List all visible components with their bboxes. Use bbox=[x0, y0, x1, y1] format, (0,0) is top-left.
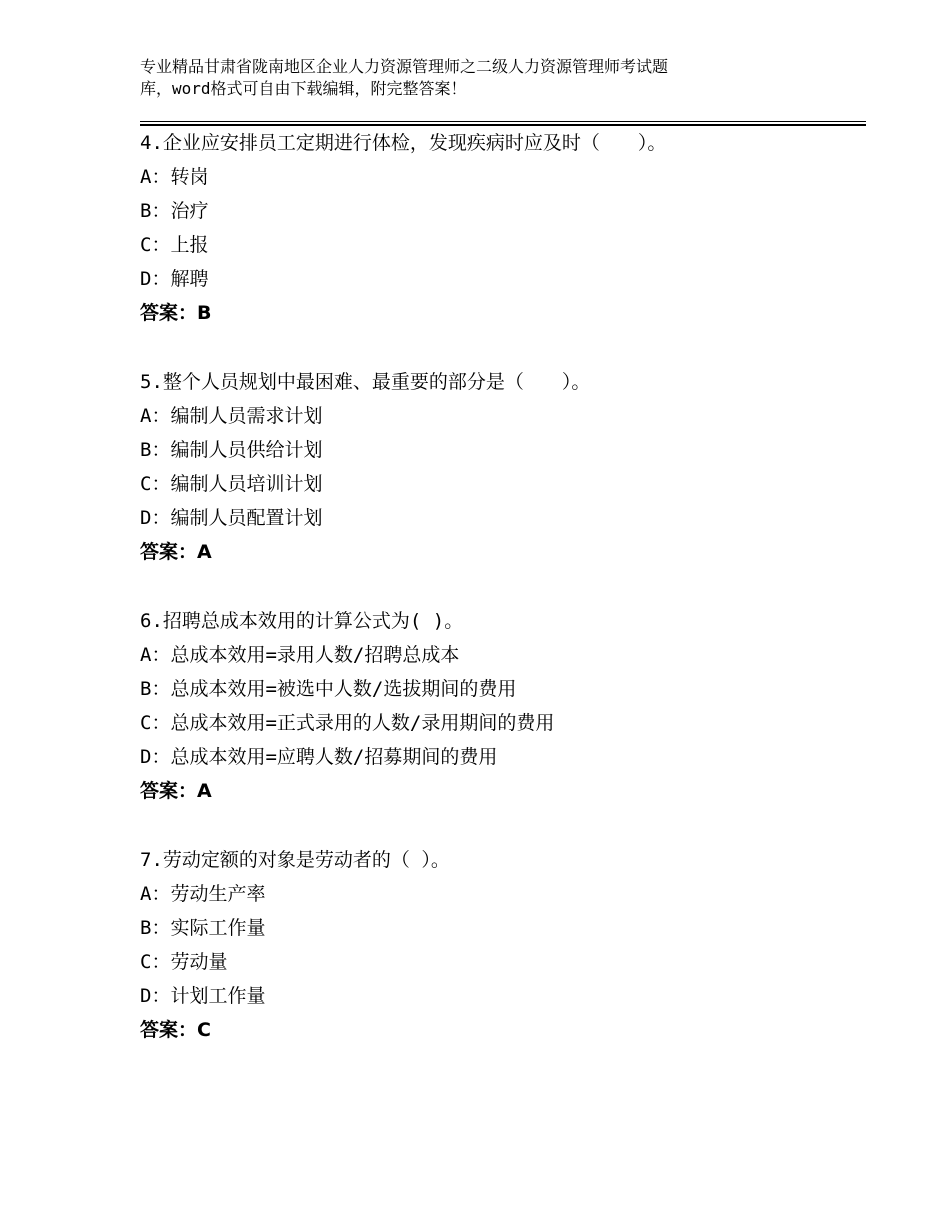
document-header bbox=[140, 56, 780, 100]
option-d: D：解聘 bbox=[140, 268, 209, 290]
option-d: D：编制人员配置计划 bbox=[140, 507, 323, 529]
header-line-1: 专业精品甘肃省陇南地区企业人力资源管理师之二级人力资源管理师考试题 bbox=[140, 57, 669, 76]
question-stem: 5.整个人员规划中最困难、最重要的部分是（ ）。 bbox=[140, 371, 591, 393]
option-d: D：总成本效用=应聘人数/招募期间的费用 bbox=[140, 746, 498, 768]
option-c: C：编制人员培训计划 bbox=[140, 473, 323, 495]
header-divider-thin bbox=[140, 121, 866, 122]
option-a: A：转岗 bbox=[140, 166, 209, 188]
question-stem: 4.企业应安排员工定期进行体检，发现疾病时应及时（ ）。 bbox=[140, 132, 667, 154]
answer-line: 答案：A bbox=[140, 541, 212, 563]
question-block bbox=[140, 843, 860, 1047]
option-a: A：总成本效用=录用人数/招聘总成本 bbox=[140, 644, 460, 666]
option-d: D：计划工作量 bbox=[140, 985, 266, 1007]
option-b: B：总成本效用=被选中人数/选拔期间的费用 bbox=[140, 678, 517, 700]
question-block bbox=[140, 604, 860, 808]
question-stem: 7.劳动定额的对象是劳动者的（ ）。 bbox=[140, 849, 450, 871]
option-c: C：总成本效用=正式录用的人数/录用期间的费用 bbox=[140, 712, 555, 734]
question-block bbox=[140, 365, 860, 569]
option-b: B：编制人员供给计划 bbox=[140, 439, 323, 461]
option-c: C：上报 bbox=[140, 234, 209, 256]
answer-line: 答案：A bbox=[140, 780, 212, 802]
option-a: A：劳动生产率 bbox=[140, 883, 266, 905]
option-b: B：实际工作量 bbox=[140, 917, 266, 939]
question-block bbox=[140, 126, 860, 330]
option-c: C：劳动量 bbox=[140, 951, 228, 973]
header-line-2: 库，word格式可自由下载编辑，附完整答案！ bbox=[140, 79, 467, 98]
option-a: A：编制人员需求计划 bbox=[140, 405, 323, 427]
question-stem: 6.招聘总成本效用的计算公式为( )。 bbox=[140, 610, 464, 632]
option-b: B：治疗 bbox=[140, 200, 209, 222]
answer-line: 答案：C bbox=[140, 1019, 211, 1041]
answer-line: 答案：B bbox=[140, 302, 212, 324]
